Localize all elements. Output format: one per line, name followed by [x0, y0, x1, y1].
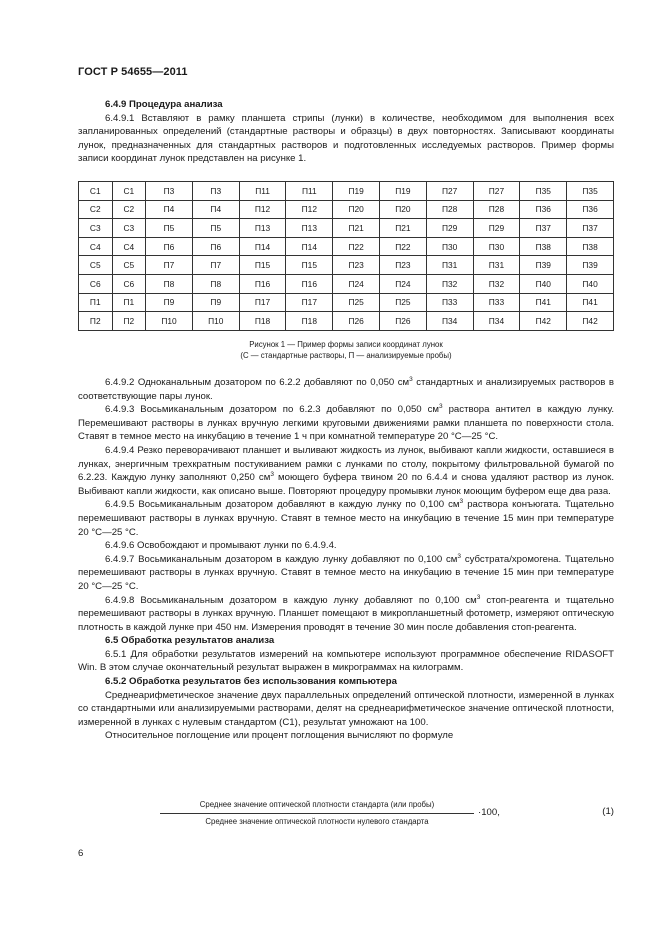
table-cell: П22: [380, 237, 427, 256]
table-cell: П36: [520, 200, 567, 219]
table-cell: С1: [112, 182, 146, 201]
table-cell: С5: [79, 256, 113, 275]
table-cell: П40: [520, 274, 567, 293]
table-cell: П30: [426, 237, 473, 256]
table-cell: С5: [112, 256, 146, 275]
table-cell: С1: [79, 182, 113, 201]
table-cell: П17: [239, 293, 286, 312]
table-cell: П13: [239, 219, 286, 238]
table-cell: С3: [112, 219, 146, 238]
table-cell: П37: [520, 219, 567, 238]
table-cell: П2: [112, 312, 146, 331]
table-cell: П18: [286, 312, 333, 331]
table-cell: П25: [380, 293, 427, 312]
paragraph-6492: 6.4.9.2 Одноканальным дозатором по 6.2.2 добавляют по 0,050 $см^3$ стандартных и анализируемых растворов в соответствующие пары лунок.: [78, 375, 614, 402]
section-heading-65: 6.5 Обработка результатов анализа: [105, 635, 275, 647]
paragraph-6497: 6.4.9.7 Восьмиканальным дозатором в каждую лунку добавляют по 0,100 $см^3$ субстрата/хромогена. Тщательно перемешивают растворы в лунках вручную. Ставят в темное место на инкубацию в течение 15 мин при температуре 20 °С—25 °С.: [78, 552, 614, 592]
table-cell: П36: [567, 200, 614, 219]
paragraph-652: Среднеарифметическое значение двух параллельных определений оптической плотности, измеренной в лунках со стандартными или анализируемыми растворами, делят на среднеарифметическое значение оптической плотности, измеренной в лунках с нулевым стандартом (С1), результат умножают на 100.: [78, 689, 614, 728]
table-cell: П26: [380, 312, 427, 331]
paragraph-6496: 6.4.9.6 Освобождают и промывают лунки по 6.4.9.4.: [105, 540, 337, 552]
table-cell: П7: [146, 256, 193, 275]
table-cell: П27: [426, 182, 473, 201]
table-cell: П39: [567, 256, 614, 275]
table-cell: П33: [426, 293, 473, 312]
table-cell: П25: [333, 293, 380, 312]
table-cell: П33: [473, 293, 520, 312]
paragraph-6491: 6.4.9.1 Вставляют в рамку планшета стрипы (лунки) в количестве, необходимом для выполнения всех запланированных определений (стандартные растворы и образцы) в двух повторностях. Записывают координаты лунок, предназначенных для стандартных растворов и подготовленных исследуемых растворов. Пример формы записи координат лунок представлен на рисунке 1.: [78, 112, 614, 165]
table-cell: П5: [192, 219, 239, 238]
table-cell: П32: [426, 274, 473, 293]
table-cell: П30: [473, 237, 520, 256]
table-cell: П1: [79, 293, 113, 312]
table-cell: П17: [286, 293, 333, 312]
table-cell: П10: [146, 312, 193, 331]
formula-denominator: Среднее значение оптической плотности нулевого стандарта: [205, 817, 429, 826]
figure-caption-title: Рисунок 1 — Пример формы записи координат лунок: [249, 340, 443, 349]
table-cell: П5: [146, 219, 193, 238]
table-cell: П14: [239, 237, 286, 256]
table-cell: С4: [112, 237, 146, 256]
table-cell: П41: [520, 293, 567, 312]
table-cell: П41: [567, 293, 614, 312]
paragraph-6498: 6.4.9.8 Восьмиканальным дозатором в каждую лунку добавляют по 0,100 $см^3$ стоп-реагента и тщательно перемешивают растворы в лунках вручную. Планшет помещают в микропланшетный фотометр, измеряют оптическую плотность в каждой лунке при 450 нм. Измерения проводят в течение 30 мин после добавления стоп-реагента.: [78, 593, 614, 633]
table-cell: С2: [112, 200, 146, 219]
table-cell: С2: [79, 200, 113, 219]
table-row: [79, 200, 614, 219]
table-cell: П3: [146, 182, 193, 201]
table-cell: П6: [192, 237, 239, 256]
table-cell: П42: [567, 312, 614, 331]
paragraph-6495: 6.4.9.5 Восьмиканальным дозатором добавляют в каждую лунку по 0,100 $см^3$ раствора конъюгата. Тщательно перемешивают растворы в лунках вручную. Ставят в темное место на инкубацию в течение 15 мин при температуре 20 °С—25 °С.: [78, 498, 614, 538]
paragraph-6494: 6.4.9.4 Резко переворачивают планшет и выливают жидкость из лунок, выбивают капли жидкости, оставшиеся в лунках, энергичным трехкратным постукиванием рамки с лунками по столу, покрытому фильтровальной бумагой по 6.2.23. Каждую лунку заполняют 0,250 $см^3$ моющего буфера твином 20 по 6.4.4 и снова удаляют раствор из лунок. Выбивают капли жидкости, как описано выше. Повторяют процедуру промывки лунок моющим буфером еще два раза.: [78, 444, 614, 497]
table-cell: П19: [380, 182, 427, 201]
table-cell: П7: [192, 256, 239, 275]
table-cell: П1: [112, 293, 146, 312]
table-cell: П11: [286, 182, 333, 201]
page-number: 6: [78, 848, 84, 859]
table-cell: П8: [146, 274, 193, 293]
table-cell: П12: [286, 200, 333, 219]
table-cell: П18: [239, 312, 286, 331]
table-cell: П16: [286, 274, 333, 293]
table-cell: П38: [520, 237, 567, 256]
formula-numerator: Среднее значение оптической плотности стандарта (или пробы): [199, 800, 435, 809]
table-cell: П31: [426, 256, 473, 275]
table-cell: П32: [473, 274, 520, 293]
formula-1: [160, 799, 614, 831]
table-cell: П9: [146, 293, 193, 312]
table-row: [79, 312, 614, 331]
table-cell: С6: [79, 274, 113, 293]
table-cell: П3: [192, 182, 239, 201]
figure-caption-legend: (С — стандартные растворы, П — анализируемые пробы): [240, 351, 452, 360]
table-cell: П24: [380, 274, 427, 293]
table-cell: П35: [567, 182, 614, 201]
table-cell: П29: [473, 219, 520, 238]
figure-caption: [78, 339, 614, 361]
table-cell: П23: [380, 256, 427, 275]
table-row: [79, 219, 614, 238]
table-cell: П37: [567, 219, 614, 238]
table-cell: П22: [333, 237, 380, 256]
table-cell: П20: [333, 200, 380, 219]
table-cell: П28: [426, 200, 473, 219]
table-cell: П2: [79, 312, 113, 331]
fraction-bar: [160, 813, 474, 814]
table-row: [79, 293, 614, 312]
table-cell: П42: [520, 312, 567, 331]
procedure-steps: [78, 376, 614, 743]
table-cell: П8: [192, 274, 239, 293]
formula-number: (1): [602, 806, 614, 817]
table-row: [79, 237, 614, 256]
table-cell: П19: [333, 182, 380, 201]
table-cell: П24: [333, 274, 380, 293]
paragraph-651: 6.5.1 Для обработки результатов измерений на компьютере используют программное обеспечение RIDASOFT Win. В этом случае окончательный результат выражен в микрограммах на килограмм.: [78, 648, 614, 674]
table-cell: П35: [520, 182, 567, 201]
table-cell: П20: [380, 200, 427, 219]
table-cell: П12: [239, 200, 286, 219]
well-coordinates-table: [78, 181, 614, 331]
paragraph-653: Относительное поглощение или процент поглощения вычисляют по формуле: [105, 730, 454, 742]
table-cell: П15: [239, 256, 286, 275]
section-649: [78, 98, 614, 166]
table-cell: П31: [473, 256, 520, 275]
table-cell: П4: [192, 200, 239, 219]
table-cell: П23: [333, 256, 380, 275]
table-cell: П34: [426, 312, 473, 331]
table-cell: П29: [426, 219, 473, 238]
table-cell: С4: [79, 237, 113, 256]
table-row: [79, 256, 614, 275]
table-cell: С6: [112, 274, 146, 293]
table-cell: П27: [473, 182, 520, 201]
table-cell: П14: [286, 237, 333, 256]
table-cell: П16: [239, 274, 286, 293]
table-cell: П4: [146, 200, 193, 219]
table-cell: П11: [239, 182, 286, 201]
table-cell: П13: [286, 219, 333, 238]
table-cell: С3: [79, 219, 113, 238]
table-cell: П34: [473, 312, 520, 331]
table-cell: П9: [192, 293, 239, 312]
paragraph-6493: 6.4.9.3 Восьмиканальным дозатором по 6.2.3 добавляют по 0,050 $см^3$ раствора антител в каждую лунку. Перемешивают растворы в лунках вручную легкими круговыми движениями рамки планшета по поверхности стола. Ставят в темное место на инкубацию в течение 1 ч при комнатной температуре 20 °С—25 °С.: [78, 403, 614, 443]
table-cell: П40: [567, 274, 614, 293]
table-cell: П6: [146, 237, 193, 256]
table-cell: П21: [333, 219, 380, 238]
table-cell: П15: [286, 256, 333, 275]
table-row: [79, 274, 614, 293]
table-cell: П28: [473, 200, 520, 219]
section-heading-652: 6.5.2 Обработка результатов без использования компьютера: [105, 676, 397, 688]
formula-fraction: [160, 799, 474, 828]
document-header: ГОСТ Р 54655—2011: [78, 66, 188, 78]
section-heading-649: 6.4.9 Процедура анализа: [105, 99, 223, 110]
table-cell: П39: [520, 256, 567, 275]
table-cell: П21: [380, 219, 427, 238]
formula-multiplier: ·100,: [478, 807, 500, 818]
table-cell: П26: [333, 312, 380, 331]
table-cell: П10: [192, 312, 239, 331]
table-row: [79, 182, 614, 201]
table-cell: П38: [567, 237, 614, 256]
